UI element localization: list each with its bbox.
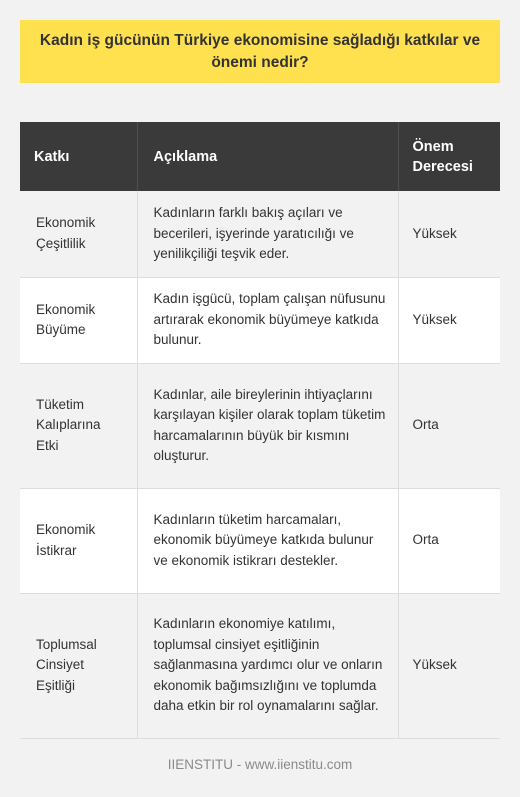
header-katki: Katkı (20, 122, 137, 191)
cell-onem: Orta (398, 363, 500, 488)
cell-aciklama: Kadınların ekonomiye katılımı, toplumsal cinsiyet eşitliğinin sağlanmasına yardımcı olur ve onların ekonomik bağımsızlığını ve toplumda daha etkin bir rol oynamalarını sağlar. (137, 593, 398, 738)
table-row (20, 363, 500, 488)
contributions-table (20, 122, 500, 739)
table-header-row (20, 122, 500, 191)
table-row (20, 191, 500, 277)
table-row (20, 277, 500, 363)
table-row (20, 488, 500, 593)
cell-aciklama: Kadınlar, aile bireylerinin ihtiyaçlarını karşılayan kişiler olarak toplam tüketim harcamalarının büyük bir kısmını oluşturur. (137, 363, 398, 488)
cell-katki: Toplumsal Cinsiyet Eşitliği (20, 593, 137, 738)
cell-katki: Tüketim Kalıplarına Etki (20, 363, 137, 488)
header-aciklama: Açıklama (137, 122, 398, 191)
table-row (20, 593, 500, 738)
cell-aciklama: Kadınların farklı bakış açıları ve becerileri, işyerinde yaratıcılığı ve yenilikçiliği teşvik eder. (137, 191, 398, 277)
header-onem: Önem Derecesi (398, 122, 500, 191)
cell-katki: Ekonomik İstikrar (20, 488, 137, 593)
page-title: Kadın iş gücünün Türkiye ekonomisine sağladığı katkılar ve önemi nedir? (39, 31, 481, 71)
title-banner (20, 20, 500, 83)
cell-onem: Yüksek (398, 593, 500, 738)
cell-aciklama: Kadın işgücü, toplam çalışan nüfusunu artırarak ekonomik büyümeye katkıda bulunur. (137, 277, 398, 363)
cell-onem: Orta (398, 488, 500, 593)
footer-credit: IIENSTITU - www.iienstitu.com (167, 757, 353, 772)
cell-katki: Ekonomik Çeşitlilik (20, 191, 137, 277)
cell-onem: Yüksek (398, 277, 500, 363)
cell-aciklama: Kadınların tüketim harcamaları, ekonomik büyümeye katkıda bulunur ve ekonomik istikrarı destekler. (137, 488, 398, 593)
cell-onem: Yüksek (398, 191, 500, 277)
cell-katki: Ekonomik Büyüme (20, 277, 137, 363)
